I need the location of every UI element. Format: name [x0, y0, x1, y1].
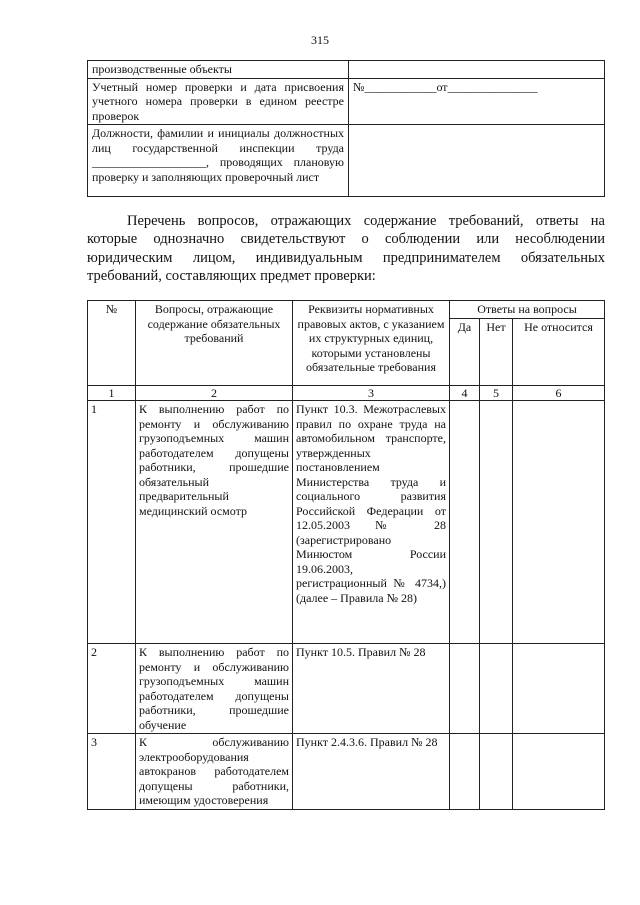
answer-na-cell[interactable] — [513, 644, 605, 734]
table-row — [88, 644, 605, 734]
info-row — [88, 125, 605, 197]
info-value: №____________от_______________ — [349, 78, 605, 125]
row-question: К выполнению работ по ремонту и обслуживанию грузоподъемных машин работодателем допущены работники, прошедшие обучение — [136, 644, 293, 734]
row-requisite: Пункт 2.4.3.6. Правил № 28 — [293, 734, 450, 810]
header-answers: Ответы на вопросы — [450, 301, 605, 319]
column-number: 3 — [293, 385, 450, 401]
column-number: 5 — [480, 385, 513, 401]
table-row — [88, 734, 605, 810]
header-number: № — [88, 301, 136, 386]
column-number: 6 — [513, 385, 605, 401]
answer-yes-cell[interactable] — [450, 401, 480, 644]
info-label: Учетный номер проверки и дата присвоения учетного номера проверки в едином реестре проверок — [88, 78, 349, 125]
answer-na-cell[interactable] — [513, 401, 605, 644]
answer-no-cell[interactable] — [480, 644, 513, 734]
checklist-table — [87, 300, 605, 810]
page-number: 315 — [311, 33, 329, 47]
info-row — [88, 78, 605, 125]
info-label: производственные объекты — [88, 61, 349, 79]
column-number: 4 — [450, 385, 480, 401]
header-questions: Вопросы, отражающие содержание обязательных требований — [136, 301, 293, 386]
header-requisites: Реквизиты нормативных правовых актов, с указанием их структурных единиц, которыми установлены обязательные требования — [293, 301, 450, 386]
row-question: К обслуживанию электрооборудования автокранов работодателем допущены работники, имеющим удостоверения — [136, 734, 293, 810]
column-number: 2 — [136, 385, 293, 401]
column-number-row — [88, 385, 605, 401]
info-value — [349, 61, 605, 79]
answer-na-cell[interactable] — [513, 734, 605, 810]
column-number: 1 — [88, 385, 136, 401]
header-row — [88, 301, 605, 319]
row-requisite: Пункт 10.3. Межотраслевых правил по охране труда на автомобильном транспорте, утвержденных постановлением Министерства труда и социального развития Российской Федерации от 12.05.2003 № 28 (зарегистрировано Минюстом России 19.06.2003, регистрационный № 4734,) (далее – Правила № 28) — [293, 401, 450, 644]
answer-no-cell[interactable] — [480, 734, 513, 810]
row-number: 3 — [88, 734, 136, 810]
answer-no-cell[interactable] — [480, 401, 513, 644]
answer-yes-cell[interactable] — [450, 644, 480, 734]
answer-yes-cell[interactable] — [450, 734, 480, 810]
inspection-info-table — [87, 60, 605, 197]
table-row — [88, 401, 605, 644]
header-not-applicable: Не относится — [513, 318, 605, 385]
info-value — [349, 125, 605, 197]
header-yes: Да — [450, 318, 480, 385]
info-label: Должности, фамилии и инициалы должностных лиц государственной инспекции труда ___________________, проводящих плановую проверку и заполняющих проверочный лист — [88, 125, 349, 197]
row-requisite: Пункт 10.5. Правил № 28 — [293, 644, 450, 734]
info-row — [88, 61, 605, 79]
row-number: 1 — [88, 401, 136, 644]
row-question: К выполнению работ по ремонту и обслуживанию грузоподъемных машин работодателем допущены работники, прошедшие обязательный предварительный медицинский осмотр — [136, 401, 293, 644]
intro-paragraph: Перечень вопросов, отражающих содержание требований, ответы на которые однозначно свидетельствуют о соблюдении или несоблюдении юридическим лицом, индивидуальным предпринимателем обязательных требований, составляющих предмет проверки: — [87, 213, 605, 284]
header-no: Нет — [480, 318, 513, 385]
row-number: 2 — [88, 644, 136, 734]
